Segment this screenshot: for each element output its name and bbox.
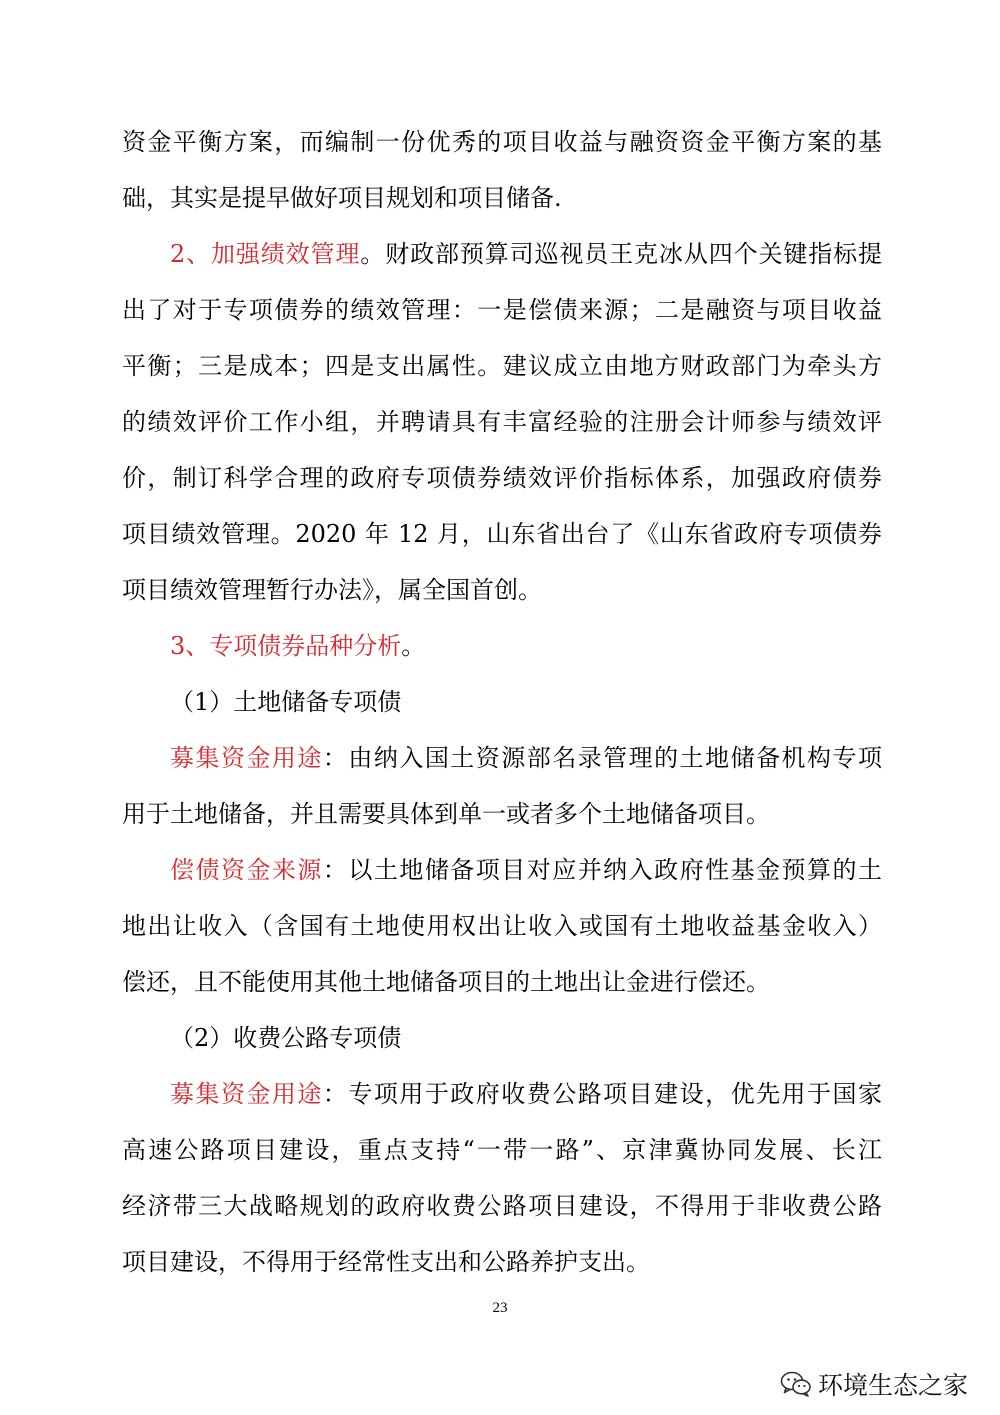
subsection-heading: （2）收费公路专项债 — [170, 1024, 402, 1052]
paragraph-text: 。 — [401, 632, 426, 660]
field-label: 偿债资金来源 — [170, 856, 323, 884]
paragraph-line — [170, 848, 882, 892]
paragraph-line: 价，制订科学合理的政府专项债券绩效评价指标体系，加强政府债券 — [122, 464, 882, 492]
paragraph-line: 平衡；三是成本；四是支出属性。建议成立由地方财政部门为牵头方 — [122, 352, 882, 380]
paragraph-line — [170, 736, 882, 780]
field-label: 募集资金用途 — [170, 744, 323, 772]
paragraph-line: 资金平衡方案，而编制一份优秀的项目收益与融资资金平衡方案的基 — [122, 128, 882, 156]
paragraph-line: 出了对于专项债券的绩效管理：一是偿债来源；二是融资与项目收益 — [122, 296, 882, 324]
paragraph-text: ：专项用于政府收费公路项目建设，优先用于国家 — [322, 1080, 883, 1108]
section-heading: 2、加强绩效管理 — [170, 240, 361, 268]
paragraph-line: 项目建设，不得用于经常性支出和公路养护支出。 — [122, 1248, 650, 1276]
paragraph-line: 用于土地储备，并且需要具体到单一或者多个土地储备项目。 — [122, 800, 770, 828]
paragraph-line — [170, 624, 882, 668]
watermark — [780, 1364, 968, 1404]
paragraph-line — [170, 1072, 882, 1116]
paragraph-text: 。财政部预算司巡视员王克冰从四个关键指标提 — [360, 240, 882, 268]
paragraph-text: ：以土地储备项目对应并纳入政府性基金预算的土 — [322, 856, 883, 884]
paragraph-line: 项目绩效管理。2020 年 12 月，山东省出台了《山东省政府专项债券 — [122, 520, 882, 548]
paragraph-line: 高速公路项目建设，重点支持“一带一路”、京津冀协同发展、长江 — [122, 1136, 882, 1164]
section-heading: 3、专项债券品种分析 — [170, 632, 402, 660]
watermark-text: 环境生态之家 — [817, 1371, 968, 1400]
paragraph-line: 偿还，且不能使用其他土地储备项目的土地出让金进行偿还。 — [122, 968, 770, 996]
paragraph-text: ：由纳入国土资源部名录管理的土地储备机构专项 — [322, 744, 883, 772]
paragraph-line: 地出让收入（含国有土地使用权出让收入或国有土地收益基金收入） — [122, 912, 882, 940]
page-number: 23 — [492, 1300, 508, 1316]
subsection-heading: （1）土地储备专项债 — [170, 688, 402, 716]
paragraph-line: 经济带三大战略规划的政府收费公路项目建设，不得用于非收费公路 — [122, 1192, 882, 1220]
field-label: 募集资金用途 — [170, 1080, 323, 1108]
wechat-icon — [780, 1370, 812, 1398]
paragraph-line: 项目绩效管理暂行办法》，属全国首创。 — [122, 576, 542, 604]
paragraph-line — [170, 232, 882, 276]
paragraph-line: 础，其实是提早做好项目规划和项目储备. — [122, 184, 562, 212]
paragraph-line: 的绩效评价工作小组，并聘请具有丰富经验的注册会计师参与绩效评 — [122, 408, 882, 436]
